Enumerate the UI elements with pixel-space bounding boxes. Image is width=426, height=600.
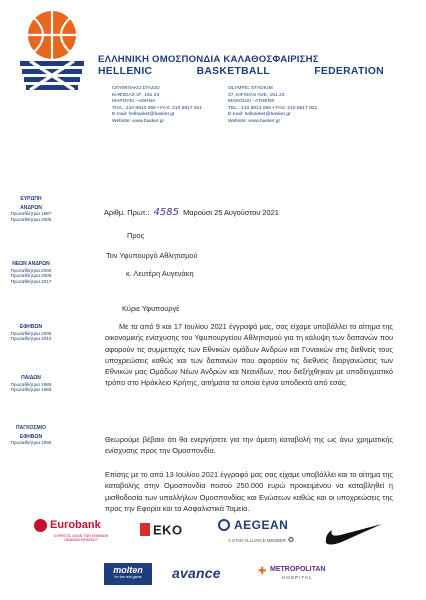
- paragraph: Θεωρούμε βέβαιο ότι θα ενεργήσετε για την άμεση καταβολή της ως άνω χρηματικής ενίσχυσης προς την Ομοσπονδία.: [105, 435, 393, 456]
- address-line: TEL.: 210 6813 066 • FAX: 210 6817 921: [228, 105, 318, 111]
- metropolitan-logo: [258, 565, 332, 585]
- address-line: ΤΗΛ.: 210 6813 066 • FAX: 210 6817 921: [112, 105, 203, 111]
- address-greek: [112, 86, 202, 126]
- aegean-caption: A STAR ALLIANCE MEMBER: [228, 538, 286, 543]
- recipient-title: Τον Υφυπουργό Αθλητισμού: [106, 251, 198, 260]
- aegean-name: AEGEAN: [234, 518, 289, 532]
- eko-name: EKO: [153, 522, 183, 538]
- achievements-category: ΑΝΔΡΩΝ: [20, 204, 42, 211]
- eko-logo: [140, 521, 183, 538]
- paragraph: Επίσης με το από 13 Ιουλίου 2021 έγγραφό μας σας είχαμε υποβάλλει και το αίτημα της καταβολής στην Ομοσπονδία ποσού 250.000 ευρώ προκειμένου να καταβληθεί η μισθοδοσία των υπαλλήλων Ομοσπονδίας και Ενώσεων καθώς και οι υποχρεώσεις της προς την Εφορία και τα Ασφαλιστικά Ταμεία.: [105, 470, 393, 513]
- nike-swoosh-icon: [324, 520, 384, 546]
- salutation: Κύριε Υφυπουργέ: [122, 304, 180, 313]
- achievements-group: [0, 262, 62, 284]
- achievement-line: Πρωταθλήτρια 2017: [10, 278, 52, 284]
- recipient-name: κ. Λευτέρη Αυγενάκη: [126, 269, 194, 278]
- federation-title-english: [98, 66, 384, 77]
- federation-title-greek: ΕΛΛΗΝΙΚΗ ΟΜΟΣΠΟΝΔΙΑ ΚΑΛΑΘΟΣΦΑΙΡΙΣΗΣ: [98, 54, 319, 65]
- address-line: ΜΑΡΟΥΣΙ - ΑΘΗΝΑ: [112, 99, 156, 105]
- achievements-group: [0, 426, 62, 446]
- paragraph: Με τα από 9 και 17 Ιουλίου 2021 έγγραφά μας, σας είχαμε υποβάλλει το αίτημα της οικονομικής ενίσχυσης του Υφυπουργείου Αθλητισμού για τη κάλυψη των δαπανών που αφορούν τις συμμετοχές των Εθνικών ομάδων Ανδρών και Γυναικών στις διεθνείς τους υποχρεώσεις καθώς και των δαπανών που αφορούν τις διεθνείς διοργανώσεις των Εθνικών μας Ομάδων Νέων Ανδρών και Νεανίδων, που διεξήχθηκαν με υποδειγματικό τρόπο στο Ηράκλειο Κρήτης, αιτήματα τα οποία έγινα αποδεκτά από εσάς.: [105, 322, 393, 388]
- aegean-logo: [218, 518, 298, 546]
- achievement-line: Πρωταθλήτρια 1987: [10, 211, 52, 217]
- achievements-group: [0, 376, 62, 393]
- letter-date: Μαρούσι 25 Αυγούστου 2021: [183, 208, 279, 217]
- address-line: 37, KIFISIAS AVE, 151 23: [228, 92, 285, 98]
- protocol-number: 4585: [153, 207, 179, 218]
- molten-caption: for the real game: [114, 575, 142, 579]
- achievements-category: ΕΦΗΒΩΝ: [19, 433, 43, 440]
- address-line: OLYMPIC STADIUM: [228, 86, 273, 91]
- address-line: Website: www.basket.gr: [228, 118, 281, 124]
- achievement-line: Πρωταθλήτρια 2010: [10, 336, 52, 342]
- address-line: ΚΗΦΙΣΙΑΣ 37, 151 23: [112, 92, 160, 98]
- achievement-line: Πρωταθλήτρια 2008: [10, 330, 52, 336]
- achievements-heading: ΠΑΓΚΟΣΜΙΟ: [16, 425, 46, 431]
- achievements-group: [0, 325, 62, 342]
- to-label: Προς: [127, 231, 145, 240]
- achievement-line: Πρωταθλήτρια 2009: [10, 273, 52, 279]
- achievement-line: Πρωταθλήτρια 2002: [10, 267, 52, 273]
- achievement-line: Πρωταθλήτρια 1993: [10, 387, 52, 393]
- protocol-reference: [104, 207, 279, 218]
- metropolitan-mark-icon: ✚: [258, 566, 267, 577]
- achievements-group: [0, 197, 62, 222]
- achievement-line: Πρωταθλήτρια 1995: [10, 440, 52, 446]
- title-word: BASKETBALL: [196, 66, 270, 77]
- eurobank-caption: ΧΟΡΗΓΟΣ ΟΛΩΝ ΤΩΝ ΕΘΝΙΚΩΝ ΟΜΑΔΩΝ ΜΠΑΣΚΕΤ: [53, 534, 109, 543]
- title-word: HELLENIC: [98, 66, 153, 77]
- molten-logo: [104, 563, 152, 585]
- achievements-heading: ΕΥΡΩΠΗ: [20, 196, 42, 202]
- achievements-category: ΕΦΗΒΩΝ: [19, 324, 43, 330]
- avance-name: avance: [172, 565, 221, 581]
- eurobank-name: Eurobank: [50, 519, 101, 531]
- address-line: MAROUSI - ATHENS: [228, 99, 275, 105]
- protocol-label: Αριθμ. Πρωτ.:: [104, 208, 150, 217]
- metropolitan-caption: HOSPITAL: [282, 575, 313, 580]
- title-word: FEDERATION: [314, 66, 384, 77]
- achievement-line: Πρωταθλήτρια 2005: [10, 216, 52, 222]
- address-line: E-mail: helbasket@basket.gr: [228, 112, 291, 118]
- star-alliance-icon: ✪: [288, 537, 294, 544]
- avance-logo: [172, 565, 221, 583]
- address-line: ΟΛΥΜΠΙΑΚΟ ΣΤΑΔΙΟ: [112, 86, 160, 91]
- achievements-category: ΝΕΩΝ ΑΝΔΡΩΝ: [12, 261, 50, 267]
- metropolitan-name: METROPOLITAN: [270, 566, 326, 573]
- aegean-mark-icon: [218, 519, 230, 531]
- molten-name: molten: [113, 565, 143, 575]
- address-line: E-mail: helbasket@basket.gr: [112, 112, 175, 118]
- address-english: [228, 86, 317, 126]
- hbf-logo-icon: [16, 10, 88, 92]
- address-line: Website: www.basket.gr: [112, 118, 165, 124]
- eko-mark-icon: [140, 523, 150, 536]
- achievements-category: ΠΑΙΔΩΝ: [21, 375, 41, 381]
- eurobank-mark-icon: [34, 519, 47, 532]
- eurobank-logo: [34, 519, 116, 545]
- achievement-line: Πρωταθλήτρια 1989: [10, 381, 52, 387]
